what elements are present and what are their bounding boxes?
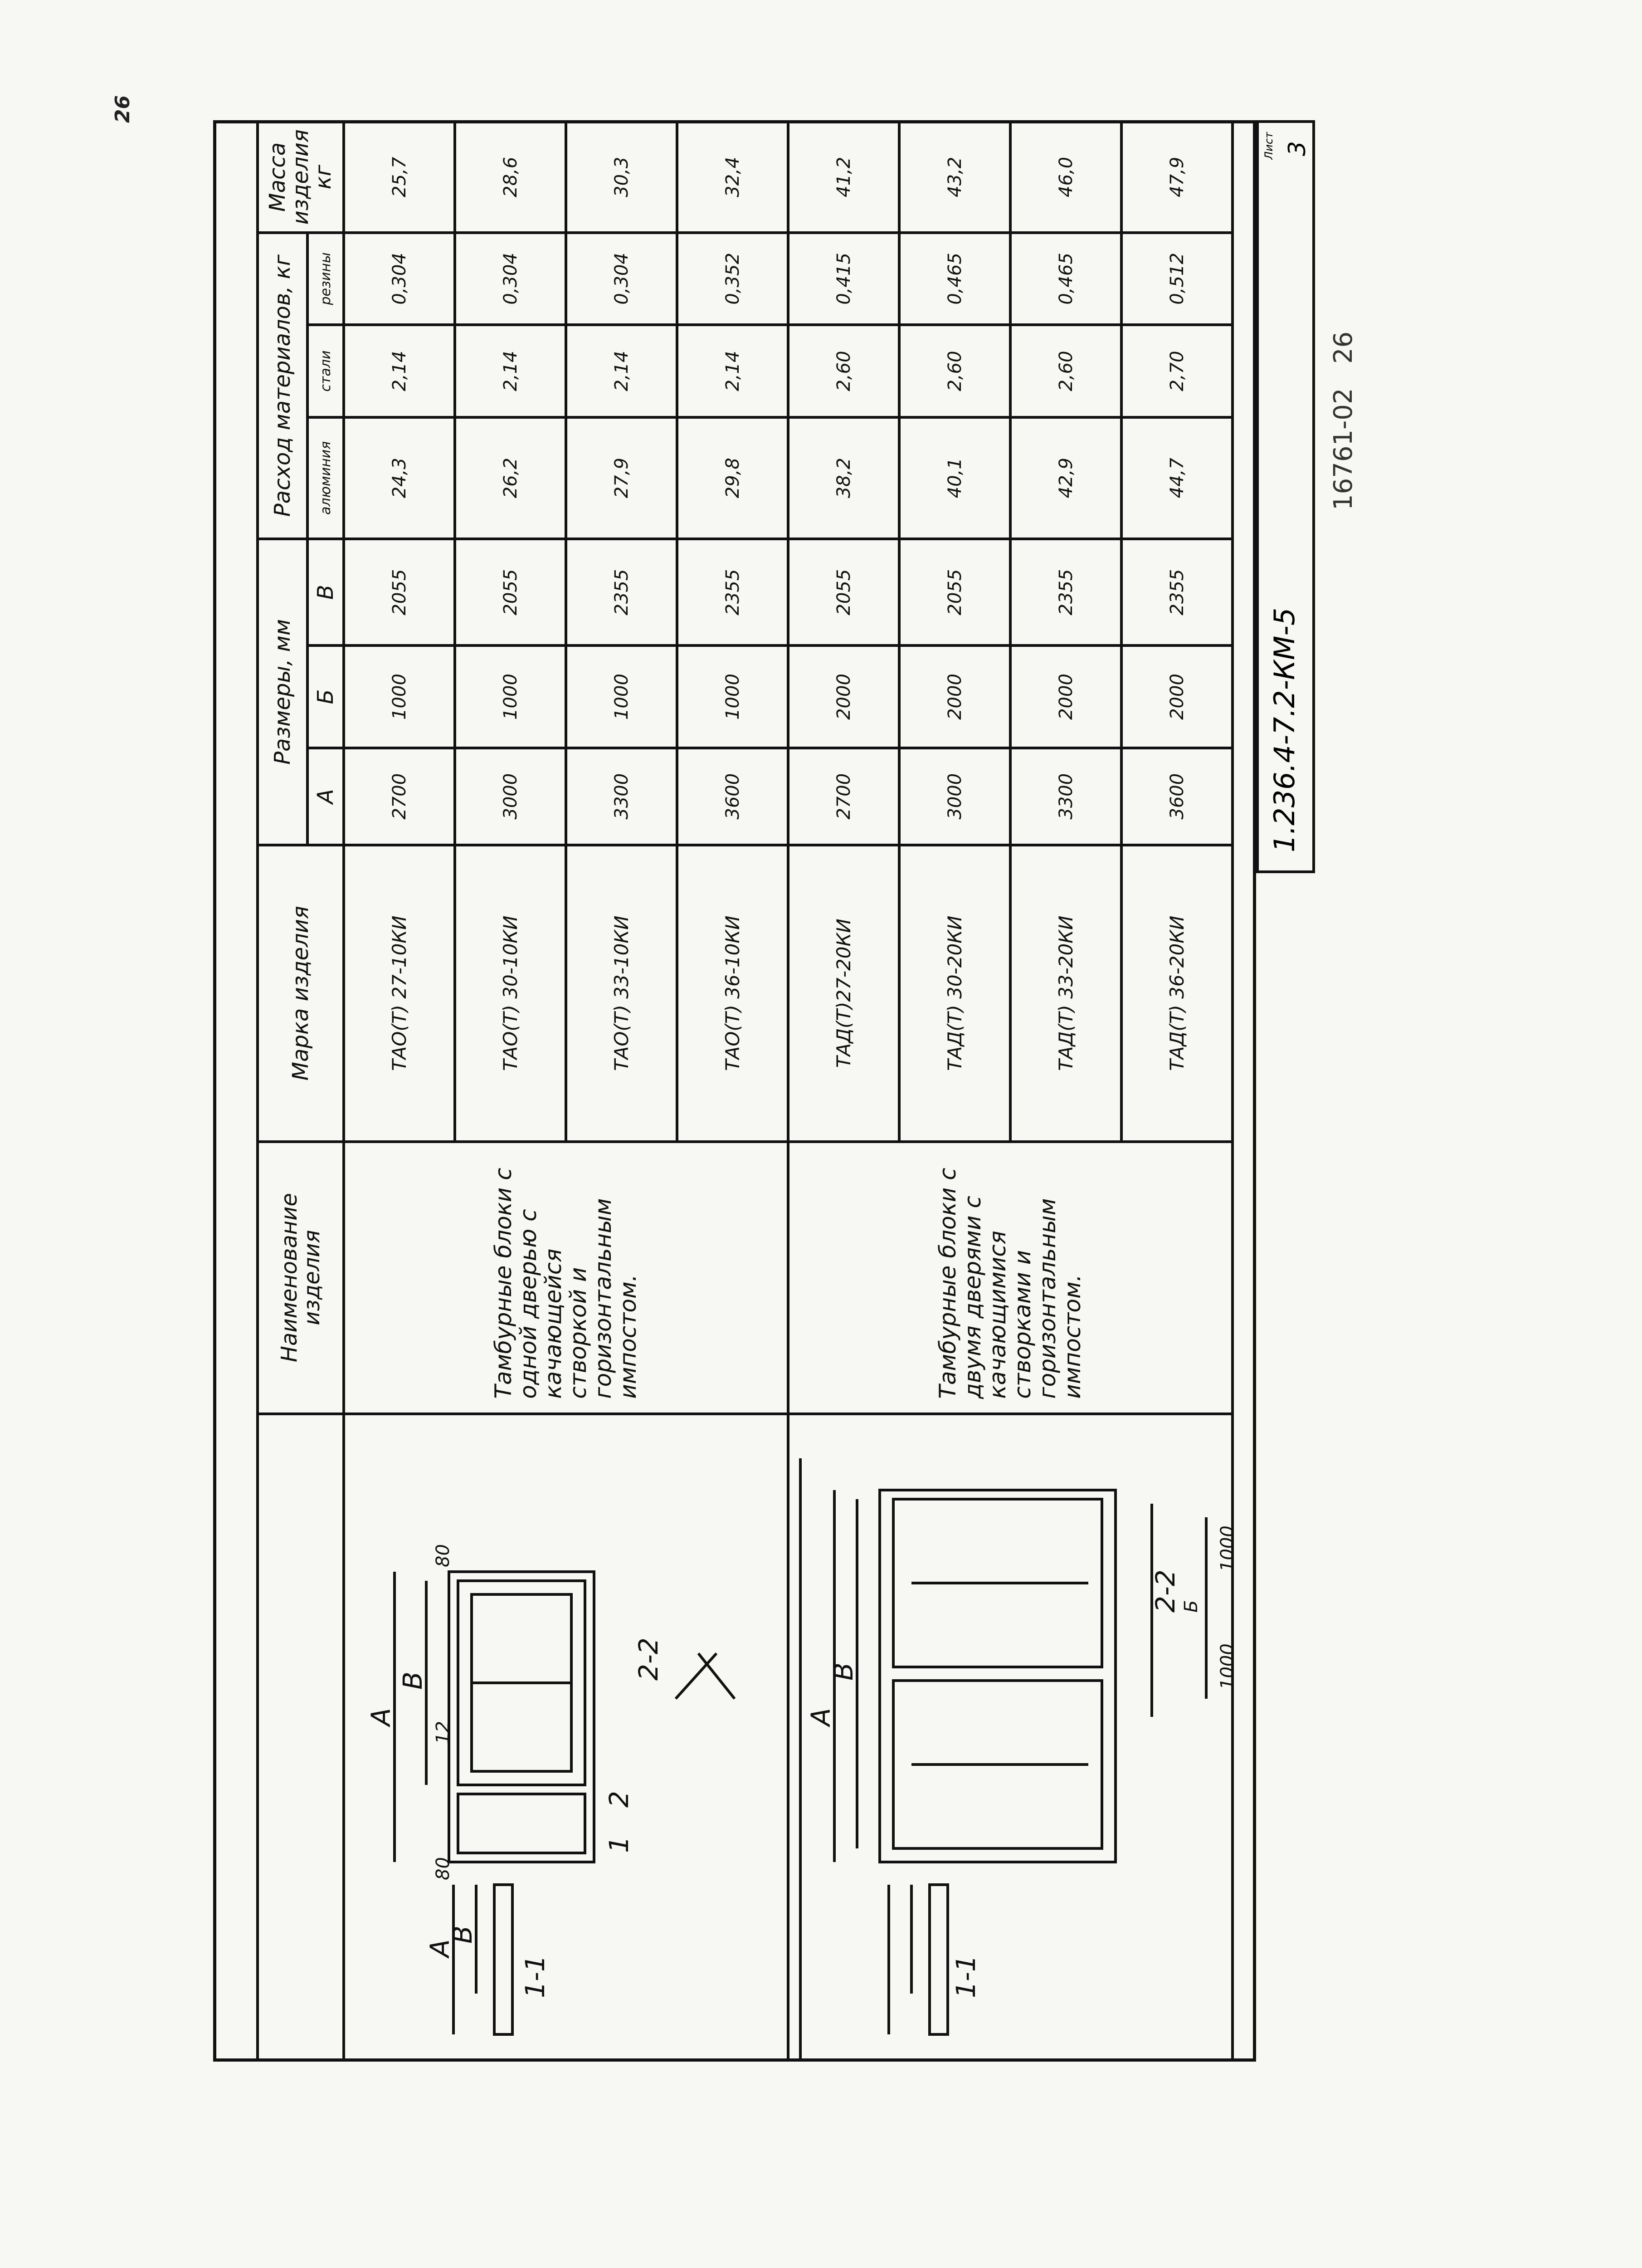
cell-v: 2055 [344,539,455,646]
cell-st: 2,14 [344,325,455,417]
col-mark-header: Марка изделия [258,845,344,1142]
drawing-sheet [213,120,1358,2062]
cell-b: 2000 [788,645,899,748]
cell-v: 2355 [677,539,788,646]
title-block [1256,120,1315,873]
cell-mark: ТАО(Т) 33-10КИ [566,845,677,1142]
cell-a: 3600 [1121,748,1233,845]
cell-mark: ТАД(Т) 30-20КИ [899,845,1010,1142]
cell-st: 2,14 [566,325,677,417]
dim-a-bottom: А [805,1708,836,1726]
cell-rez: 0,304 [566,233,677,325]
cell-mass: 47,9 [1121,122,1233,233]
dim-v-top: В [397,1672,428,1690]
cell-mark: ТАД(Т)27-20КИ [788,845,899,1142]
col-mass-header: Масса изделия кг [258,122,344,233]
product-name: Тамбурные блоки с одной дверью с качающейся створкой и горизонтальным импостом. [344,1142,788,1414]
label-section-11-bottom: 1-1 [950,1955,981,1998]
cell-mass: 28,6 [455,122,566,233]
dim-12-top: 12 [433,1721,453,1744]
cell-st: 2,14 [677,325,788,417]
cell-mass: 46,0 [1010,122,1121,233]
cell-v: 2355 [566,539,677,646]
cell-v: 2055 [455,539,566,646]
cell-mark: ТАО(Т) 27-10КИ [344,845,455,1142]
col-al-header: алюминия [307,417,344,539]
cell-mark: ТАД(Т) 33-20КИ [1010,845,1121,1142]
drawings-area [345,1458,1256,2062]
cell-v: 2055 [899,539,1010,646]
cell-al: 27,9 [566,417,677,539]
cell-mass: 32,4 [677,122,788,233]
dim-a-top: А [365,1708,396,1726]
cell-al: 29,8 [677,417,788,539]
label-section-11-top: 1-1 [520,1955,551,1998]
title-code: 1.236.4-7.2-КМ-5 [1268,607,1301,852]
cell-b: 1000 [455,645,566,748]
cell-mass: 30,3 [566,122,677,233]
cell-al: 42,9 [1010,417,1121,539]
cell-st: 2,70 [1121,325,1233,417]
cell-al: 38,2 [788,417,899,539]
cell-v: 2355 [1010,539,1121,646]
cell-b: 2000 [899,645,1010,748]
cell-st: 2,60 [1010,325,1121,417]
sheet-number: 3 [1284,141,1311,156]
col-sizes-header: Размеры, мм [258,539,307,845]
label-section-22-top: 2-2 [633,1637,664,1681]
cell-mark: ТАО(Т) 30-10КИ [455,845,566,1142]
dim-1000-left: 1000 [1217,1643,1238,1690]
cell-st: 2,60 [788,325,899,417]
cell-rez: 0,352 [677,233,788,325]
dim-80-top: 80 [433,1544,453,1567]
label-mark-2: 2 [604,1791,634,1808]
cell-a: 3000 [899,748,1010,845]
col-materials-header: Расход материалов, кг [258,233,307,539]
col-rez-header: резины [307,233,344,325]
cell-b: 2000 [1010,645,1121,748]
cell-mark: ТАД(Т) 36-20КИ [1121,845,1233,1142]
cell-al: 44,7 [1121,417,1233,539]
cell-st: 2,60 [899,325,1010,417]
dim-b-plan: Б [1181,1600,1202,1613]
col-a-header: А [307,748,344,845]
col-v-header: В [307,539,344,646]
page-number: 26 [111,95,135,123]
label-mark-1: 1 [604,1836,634,1853]
cell-b: 1000 [566,645,677,748]
sheet-label: Лист [1262,132,1275,160]
cell-rez: 0,304 [455,233,566,325]
cell-mark: ТАО(Т) 36-10КИ [677,845,788,1142]
cell-mass: 41,2 [788,122,899,233]
cell-b: 1000 [344,645,455,748]
product-name: Тамбурные блоки с двумя дверями с качающимися створками и горизонтальным импостом. [788,1142,1233,1414]
cell-a: 3300 [1010,748,1121,845]
cell-al: 40,1 [899,417,1010,539]
dim-a-section: А [424,1939,455,1957]
dim-80-section: 80 [433,1857,453,1880]
col-st-header: стали [307,325,344,417]
archive-number: 16761-02 26 [1329,331,1358,510]
cell-st: 2,14 [455,325,566,417]
cell-al: 24,3 [344,417,455,539]
cell-b: 2000 [1121,645,1233,748]
dim-v-section: В [447,1926,478,1944]
cell-mass: 25,7 [344,122,455,233]
cell-rez: 0,465 [1010,233,1121,325]
cell-al: 26,2 [455,417,566,539]
dim-1000-right: 1000 [1217,1525,1238,1572]
cell-b: 1000 [677,645,788,748]
cell-a: 2700 [344,748,455,845]
cell-rez: 0,512 [1121,233,1233,325]
cell-a: 3600 [677,748,788,845]
col-name-header: Наименование изделия [258,1142,344,1414]
cell-rez: 0,465 [899,233,1010,325]
cell-a: 2700 [788,748,899,845]
dim-v-bottom: В [828,1662,859,1681]
cell-mass: 43,2 [899,122,1010,233]
cell-v: 2355 [1121,539,1233,646]
col-b-header: Б [307,645,344,748]
cell-a: 3000 [455,748,566,845]
cell-rez: 0,415 [788,233,899,325]
cell-rez: 0,304 [344,233,455,325]
cell-a: 3300 [566,748,677,845]
cell-v: 2055 [788,539,899,646]
col-drawing [258,1414,344,2060]
label-section-22-bottom: 2-2 [1150,1569,1181,1613]
